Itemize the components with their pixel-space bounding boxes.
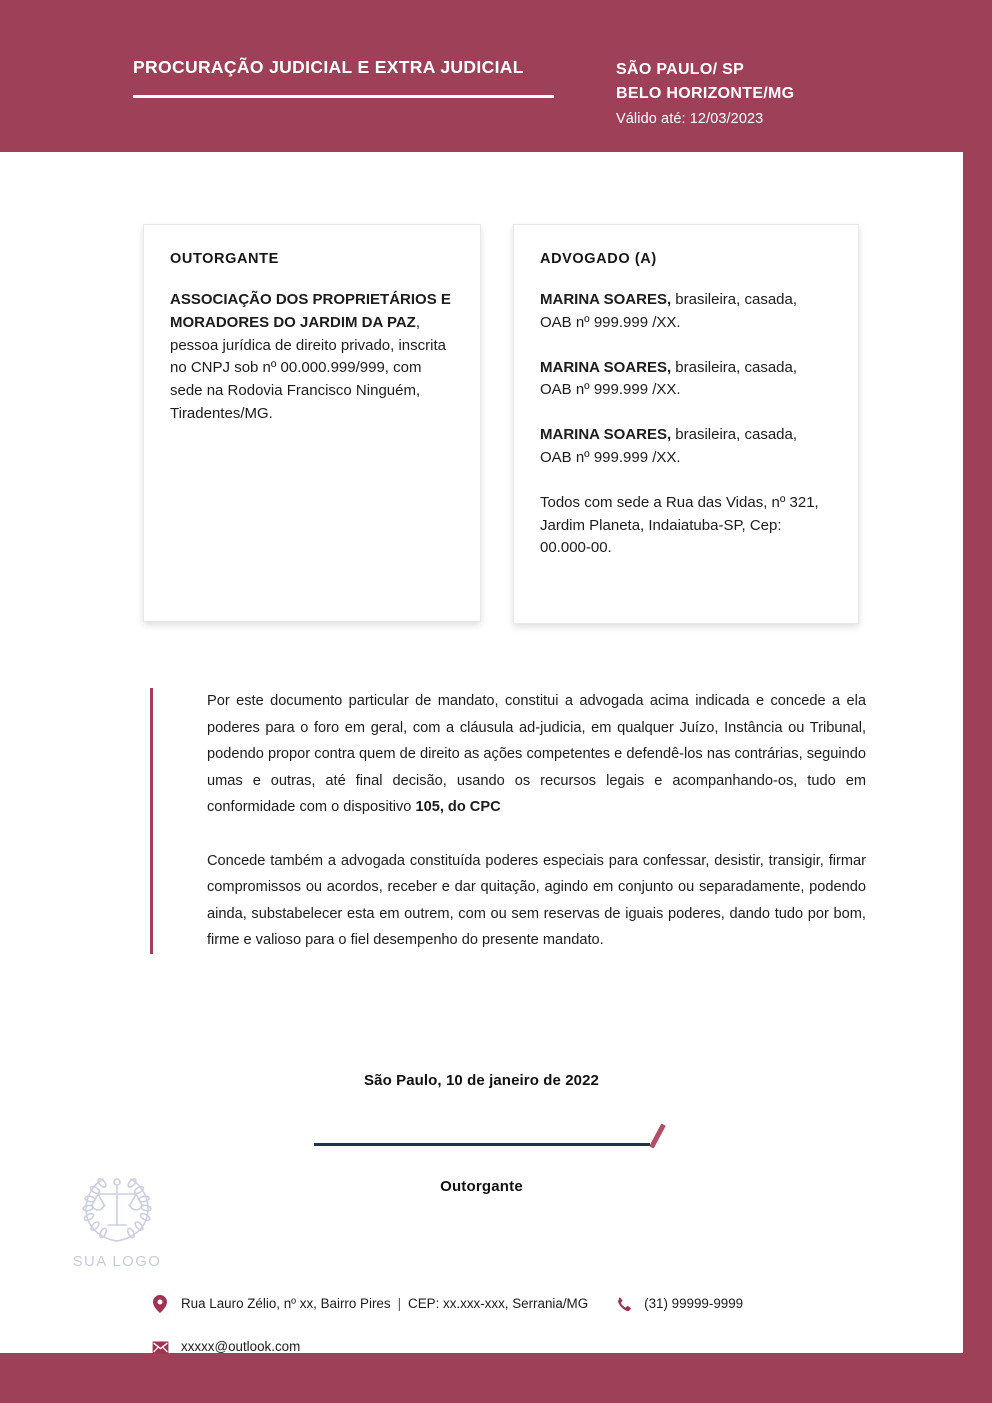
lawyer-card-heading: ADVOGADO (A) xyxy=(540,251,657,267)
bottom-accent-bar xyxy=(0,1353,992,1403)
clause-1-text: Por este documento particular de mandato, constitui a advogada acima indicada e concede a ela poderes para o foro em geral, com a cláusula ad-judicia, em qualquer Juízo, Instância ou Tribunal, podendo propor contra quem de direito as ações competentes e defendê-los nas contrárias, seguindo umas e outras, até final decisão, usando os recursos legais e acompanhando-os, tudo em conformidade com o dispositivo xyxy=(207,693,866,816)
company-logo-block xyxy=(49,1167,185,1270)
lawyer-entry xyxy=(540,424,832,470)
document-title: PROCURAÇÃO JUDICIAL E EXTRA JUDICIAL xyxy=(133,57,524,77)
clause-1-legal-reference: 105, do CPC xyxy=(415,799,501,816)
signature-line xyxy=(314,1143,650,1146)
lawyer-details: brasileira, casada, OAB nº 999.999 /XX. xyxy=(540,426,798,466)
scales-of-justice-laurel-wreath-icon xyxy=(74,1167,160,1247)
header-city-belo-horizonte: BELO HORIZONTE/MG xyxy=(616,85,795,103)
footer-cep-text: CEP: xx.xxx-xxx, Serrania/MG xyxy=(408,1296,589,1312)
grantor-name: ASSOCIAÇÃO DOS PROPRIETÁRIOS E MORADORES DO JARDIM DA PAZ xyxy=(170,291,451,331)
footer-address-row xyxy=(150,1294,850,1314)
envelope-icon xyxy=(150,1337,170,1357)
lawyer-details: brasileira, casada, OAB nº 999.999 /XX. xyxy=(540,291,798,331)
lawyer-entry xyxy=(540,289,832,335)
phone-icon xyxy=(613,1294,633,1314)
title-underline-rule xyxy=(133,95,554,98)
lawyer-entry xyxy=(540,357,832,403)
lawyers-office-address: Todos com sede a Rua das Vidas, nº 321, Jardim Planeta, Indaiatuba-SP, Cep: 00.000-00. xyxy=(540,493,819,557)
signature-date: São Paulo, 10 de janeiro de 2022 xyxy=(364,1072,599,1089)
footer-contact-block xyxy=(150,1294,850,1357)
right-edge-accent-bar xyxy=(963,152,992,1353)
grantor-details: , pessoa jurídica de direito privado, inscrita no CNPJ sob nº 00.000.999/999, com sede na Rodovia Francisco Ninguém, Tiradentes/MG. xyxy=(170,313,446,422)
signature-line-group xyxy=(314,1137,650,1151)
footer-email-text: xxxxx@outlook.com xyxy=(181,1339,301,1355)
header-title-group xyxy=(133,57,558,98)
lawyer-name: MARINA SOARES, xyxy=(540,426,672,444)
clause-paragraph-1 xyxy=(207,688,866,821)
signature-role-label: Outorgante xyxy=(440,1178,523,1195)
header-validity-date: Válido até: 12/03/2023 xyxy=(616,110,764,127)
header-city-sao-paulo: SÃO PAULO/ SP xyxy=(616,61,745,78)
footer-phone-text: (31) 99999-9999 xyxy=(644,1296,744,1312)
grantor-card-heading: OUTORGANTE xyxy=(170,251,279,267)
lawyer-name: MARINA SOARES, xyxy=(540,358,672,376)
header-locations-group xyxy=(616,58,946,128)
logo-text: SUA LOGO xyxy=(72,1253,162,1270)
footer-address-text: Rua Lauro Zélio, nº xx, Bairro Pires xyxy=(181,1296,391,1312)
footer-email-row xyxy=(150,1337,850,1357)
location-pin-icon xyxy=(150,1294,170,1314)
clause-paragraph-2: Concede também a advogada constituída poderes especiais para confessar, desistir, transigir, firmar compromissos ou acordos, receber e dar quitação, agindo em conjunto ou separadamente, podendo ainda, substabelecer esta em outrem, com ou sem reservas de iguais poderes, dando tudo por bom, firme e valioso para o fiel desempenho do presente mandato. xyxy=(207,852,866,949)
clauses-block xyxy=(150,688,866,954)
footer-separator: | xyxy=(397,1296,402,1312)
lawyer-details: brasileira, casada, OAB nº 999.999 /XX. xyxy=(540,358,798,399)
parties-card-row xyxy=(143,224,859,624)
pen-nib-icon xyxy=(649,1123,666,1148)
grantor-card-body xyxy=(170,289,454,426)
lawyer-card xyxy=(513,224,859,624)
grantor-card xyxy=(143,224,481,622)
lawyer-name: MARINA SOARES, xyxy=(540,291,672,308)
